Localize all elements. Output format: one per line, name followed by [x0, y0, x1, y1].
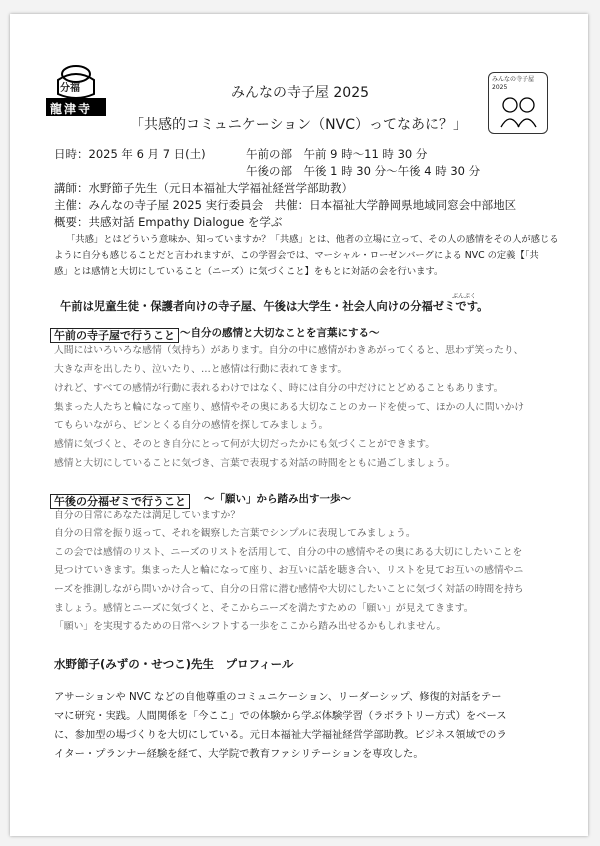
pm-line-3: この会では感情のリスト、ニーズのリストを活用して、自分の中の感情やその奥にある大切にしたいことを: [54, 547, 523, 558]
logo-left-top-text: 分福: [60, 83, 80, 94]
pm-section-theme: ～「願い」から踏み出す一歩～: [204, 493, 351, 505]
am-line-1: 人間にはいろいろな感情（気持ち）があります。自分の中に感情がわきあがってくると、思わず笑ったり、: [54, 345, 524, 356]
page-subtitle: 「共感的コミュニケーション（NVC）ってなあに？」: [130, 117, 467, 133]
lead-sentence: 午前は児童生徒・保護者向けの寺子屋、午後は大学生・社会人向けの分福ゼミです。: [60, 300, 489, 313]
am-section-theme: ～自分の感情と大切なことを言葉にする～: [180, 327, 380, 339]
intro-line-2: ように自分も感じることだと言われますが、この学習会では、マーシャル・ローゼンバーグによる NVC の定義【「共: [54, 250, 539, 261]
pm-line-6: ましょう。感情とニーズに気づくと、そこからニーズを満たすための「願い」が見えてきます。: [54, 603, 474, 614]
logo-right-text: みんなの寺子屋2025: [492, 76, 535, 91]
pm-line-1: 自分の日常にあなたは満足していますか？: [54, 510, 241, 521]
pm-line-2: 自分の日常を振り返って、それを観察した言葉でシンプルに表現してみましょう。: [54, 528, 416, 539]
lead-ruby: ぶんぷく: [452, 293, 477, 300]
morning-time: 午前の部 午前 9 時～11 時 30 分: [246, 147, 428, 161]
am-line-7: 感情と大切にしていることに気づき、言葉で表現する対話の時間をともに過ごしましょう。: [54, 458, 456, 469]
overview: 概要：共感対話 Empathy Dialogue を学ぶ: [54, 215, 283, 229]
intro-line-3: 感」とは感情と大切にしていること（ニーズ）に気づくこと】をもとに対話の会を行います。: [54, 266, 444, 277]
pm-section-heading-box: [50, 490, 190, 509]
profile-line-1: アサーションや NVC などの自他尊重のコミュニケーション、リーダーシップ、修復的対話をテー: [54, 691, 502, 703]
logo-left-bottom-text: 龍津寺: [50, 102, 93, 116]
afternoon-time: 午後の部 午後 1 時 30 分～午後 4 時 30 分: [246, 164, 481, 178]
am-line-5: てもらいながら、ピンとくる自分の感情を探してみましょう。: [54, 420, 329, 431]
am-line-6: 感情に気づくと、そのとき自分にとって何が大切だったかにも気づくことができます。: [54, 439, 436, 450]
am-section-heading-box: [50, 324, 179, 343]
am-line-2: 大きな声を出したり、泣いたり、…と感情は行動に表れてきます。: [54, 364, 348, 375]
pm-line-4: 見つけていきます。集まった人と輪になって座り、お互いに話を聴き合い、リストを見てお互いの感情やニ: [54, 565, 524, 576]
pm-line-5: ーズを推測しながら問いかけ合って、自分の日常に潜む感情や大切にしたいことに気づく対話の時間を持ち: [54, 584, 524, 595]
intro-line-1: 「共感」とはどういう意味か、知っていますか？「共感」とは、他者の立場に立って、その人の感情をその人が感じる: [66, 234, 559, 245]
am-section-heading: 午前の寺子屋で行うこと: [50, 328, 179, 343]
page-title: みんなの寺子屋 2025: [230, 85, 370, 101]
profile-line-2: マに研究・実践。人間関係を「今ここ」での体験から学ぶ体験学習（ラボラトリー方式）をベース: [54, 710, 507, 722]
pm-line-7: 「願い」を実現するための日常へシフトする一歩をここから踏み出せるかもしれません。: [54, 621, 447, 632]
pm-section-heading: 午後の分福ゼミで行うこと: [50, 494, 190, 509]
profile-line-4: イター・プランナー経験を経て、大学院で教育ファシリテーションを専攻した。: [54, 748, 424, 760]
profile-line-3: に、参加型の場づくりを大切にしている。元日本福祉大学福祉経営学部助教。ビジネス領域でのラ: [54, 729, 507, 741]
am-line-3: けれど、すべての感情が行動に表れるわけではなく、時には自分の中だけにとどめることもあります。: [54, 383, 504, 394]
event-date: 日時：2025 年 6 月 7 日(土): [54, 147, 206, 161]
organizer: 主催：みんなの寺子屋 2025 実行委員会 共催：日本福祉大学静岡県地域同窓会中部地区: [54, 198, 517, 212]
lecturer: 講師：水野節子先生（元日本福祉大学福祉経営学部助教）: [54, 181, 353, 195]
profile-heading: 水野節子(みずの・せつこ)先生 プロフィール: [54, 657, 294, 671]
am-line-4: 集まった人たちと輪になって座り、感情やその奥にある大切なことのカードを使って、ほかの人に問いかけ: [54, 402, 525, 413]
